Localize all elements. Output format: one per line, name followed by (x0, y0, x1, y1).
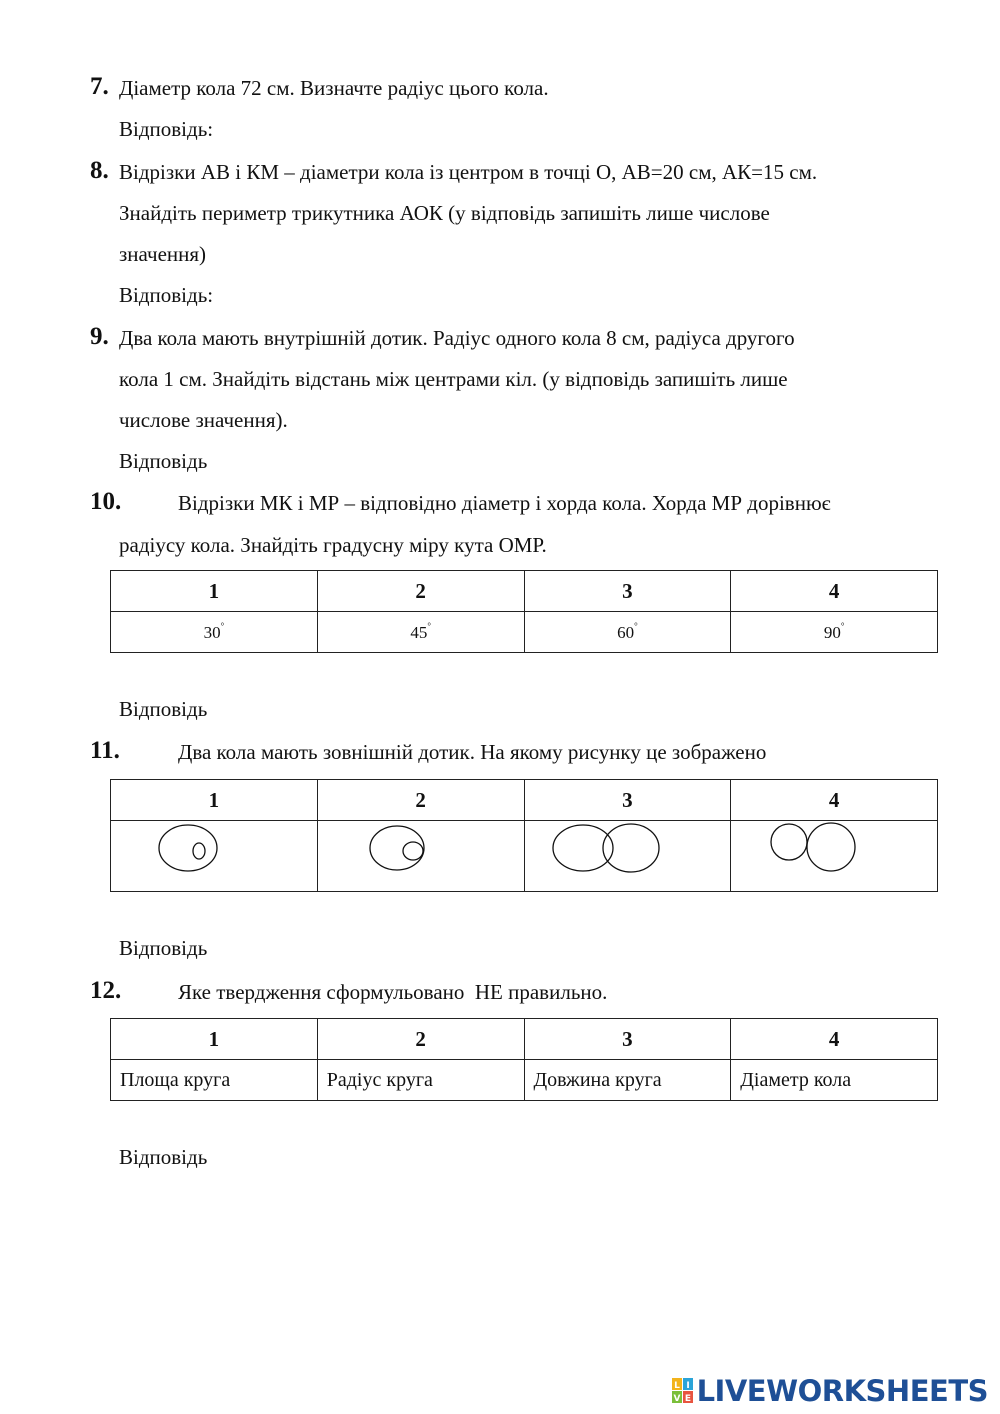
option-3-header: 3 (524, 780, 731, 821)
option-4-header: 4 (731, 571, 938, 612)
logo-letter: E (684, 1394, 691, 1404)
option-4-cell[interactable]: Діаметр кола (731, 1060, 938, 1101)
option-2-header: 2 (317, 780, 524, 821)
option-2-header: 2 (317, 1019, 524, 1060)
option-2-header: 2 (317, 571, 524, 612)
question-10-options-table (110, 570, 938, 653)
degree-mark: ° (427, 621, 431, 631)
degree-mark: ° (840, 621, 845, 631)
option-1-cell[interactable] (111, 821, 318, 892)
question-11-line-1: Два кола мають зовнішній дотик. На якому рисунку це зображено (178, 740, 767, 764)
question-12-line-1: Яке твердження сформульовано НЕ правильно. (178, 980, 608, 1004)
circle-inside-circle-figure (111, 821, 317, 891)
question-12-options-table (110, 1018, 938, 1101)
question-10-number: 10. (90, 488, 122, 515)
option-3-header: 3 (524, 571, 731, 612)
question-8-line-3: значення) (119, 242, 207, 266)
question-10-line-1: Відрізки МК і МР – відповідно діаметр і хорда кола. Хорда МР дорівнює (178, 491, 831, 515)
option-1-cell[interactable] (111, 612, 318, 653)
liveworksheets-logo[interactable] (672, 1374, 988, 1408)
option-2-cell[interactable] (317, 821, 524, 892)
option-4-header: 4 (731, 1019, 938, 1060)
option-4-cell[interactable] (731, 821, 938, 892)
question-9-line-2: кола 1 см. Знайдіть відстань між центрами кіл. (у відповідь запишіть лише (119, 367, 788, 391)
option-3-cell[interactable]: Довжина круга (524, 1060, 731, 1101)
question-9-line-3: числове значення). (119, 408, 288, 432)
question-9-answer-label: Відповідь (119, 449, 208, 473)
option-2-value: 45 (410, 623, 428, 642)
option-2-cell[interactable]: Радіус круга (317, 1060, 524, 1101)
question-8-number: 8. (90, 157, 109, 184)
question-7-answer-label: Відповідь: (119, 117, 214, 141)
degree-mark: ° (220, 621, 225, 631)
option-4-header: 4 (731, 780, 938, 821)
question-9-number: 9. (90, 323, 109, 350)
option-2-cell[interactable] (317, 612, 524, 653)
intersecting-circles-figure (525, 821, 731, 891)
question-10-answer-label: Відповідь (119, 697, 208, 721)
option-3-header: 3 (524, 1019, 731, 1060)
question-12-answer-label: Відповідь (119, 1145, 208, 1169)
option-1-cell[interactable]: Площа круга (111, 1060, 318, 1101)
option-4-cell[interactable] (731, 612, 938, 653)
internal-tangent-circles-figure (318, 821, 524, 891)
question-8-line-2: Знайдіть периметр трикутника АОК (у відповідь запишіть лише числове (119, 201, 770, 225)
option-4-value: 90 (823, 623, 841, 642)
question-11-number: 11. (90, 737, 120, 764)
live-blocks-icon (672, 1378, 694, 1404)
question-12-number: 12. (90, 977, 122, 1004)
question-7-text: Діаметр кола 72 см. Визначте радіус цього кола. (119, 76, 549, 100)
option-3-cell[interactable] (524, 821, 731, 892)
brand-name: LIVEWORKSHEETS (696, 1374, 988, 1408)
question-9-line-1: Два кола мають внутрішній дотик. Радіус одного кола 8 см, радіуса другого (119, 326, 795, 350)
logo-letter: V (673, 1394, 681, 1404)
question-11-answer-label: Відповідь (119, 936, 208, 960)
option-1-header: 1 (111, 1019, 318, 1060)
degree-mark: ° (634, 621, 638, 631)
option-1-header: 1 (111, 571, 318, 612)
option-1-header: 1 (111, 780, 318, 821)
question-10-line-2: радіусу кола. Знайдіть градусну міру кута ОМР. (119, 533, 547, 557)
option-3-cell[interactable] (524, 612, 731, 653)
option-1-value: 30 (203, 623, 221, 642)
question-7-number: 7. (90, 73, 109, 100)
logo-letter: I (685, 1381, 690, 1391)
logo-letter: L (673, 1381, 680, 1391)
external-tangent-circles-figure (731, 821, 937, 891)
option-3-value: 60 (617, 623, 635, 642)
question-11-options-table (110, 779, 938, 892)
question-8-answer-label: Відповідь: (119, 283, 214, 307)
question-8-line-1: Відрізки АВ і КМ – діаметри кола із центром в точці О, АВ=20 см, АК=15 см. (119, 160, 818, 184)
